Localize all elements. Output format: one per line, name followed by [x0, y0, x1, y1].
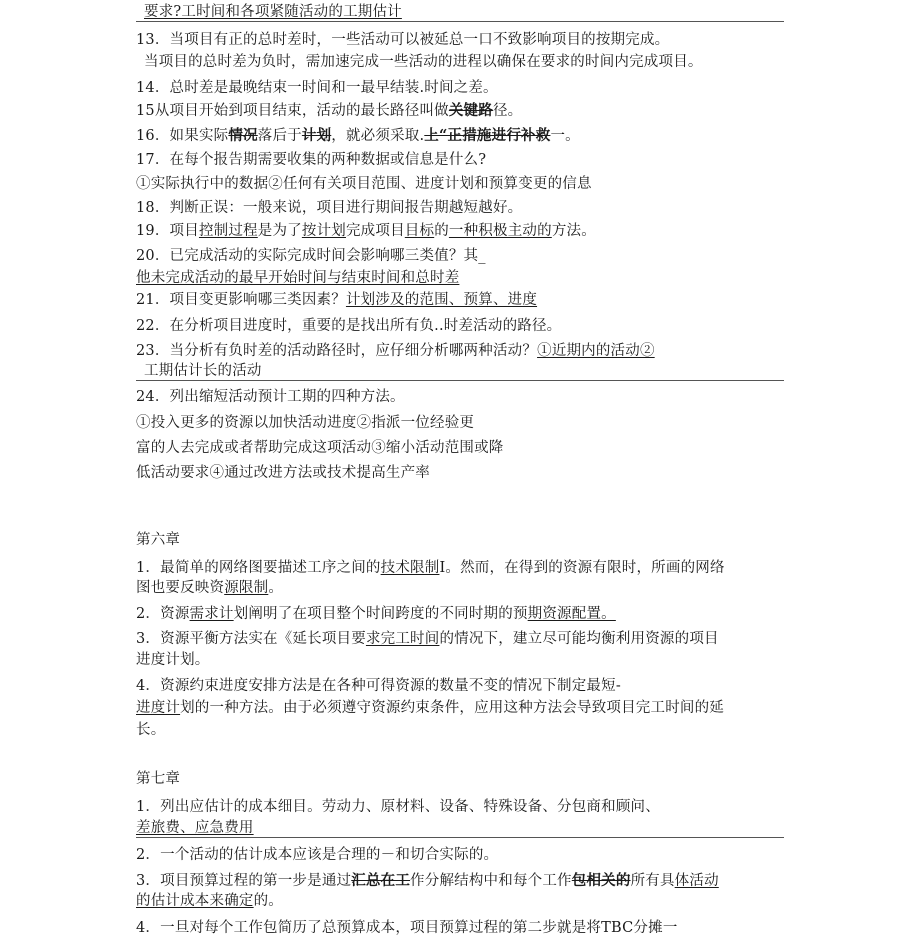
text-line: 长。 — [136, 722, 166, 738]
text-span: 2．资源 — [136, 606, 190, 622]
c6-question-2 — [136, 604, 616, 624]
text-line: 当项目的总时差为负时，需加速完成一些活动的进程以确保在要求的时间内完成项目。 — [144, 54, 703, 70]
underlined-answer: 进度计 — [136, 700, 181, 716]
text-span: 图也要反映资 — [136, 580, 225, 596]
answer-key: 包相关的 — [571, 872, 631, 889]
question-17: 17．在每个报告期需要收集的两种数据或信息是什么? — [136, 152, 487, 168]
answer-23 — [144, 361, 262, 381]
text-span: 是为了 — [257, 223, 302, 239]
answer-key: 上“正措施进行补救 — [424, 127, 551, 144]
text-span: 所有具 — [630, 873, 675, 889]
chapter-7-heading: 第七章 — [136, 771, 181, 787]
text-span: 工期估计长的活动 — [144, 363, 262, 379]
text-line: 进度计划。 — [136, 652, 210, 668]
text-span: 3．资源平衡方法实在《延长项目要 — [136, 631, 366, 647]
text-span: 方法。 — [551, 223, 596, 239]
text-span: 作分解结构中和每个工作 — [410, 873, 572, 889]
text-span: 径。 — [492, 103, 523, 119]
answer-key: 汇总在工 — [351, 872, 411, 889]
underlined-answer: 计划涉及的范围、预算、进度 — [345, 292, 538, 308]
text-span: 23．当分析有负时差的活动路径时，应仔细分析哪两种活动？ — [136, 343, 538, 359]
text-span: 3．项目预算过程的第一步是通过 — [136, 873, 352, 889]
c6-question-3 — [136, 629, 719, 649]
underlined-answer: ①近期内的活动② — [537, 343, 655, 359]
underlined-answer: 的估计成本来确定 — [136, 893, 254, 909]
chapter-6-heading: 第六章 — [136, 532, 181, 548]
text-span: 完成项目 — [345, 223, 405, 239]
underlined-answer: 求完工时间 — [365, 631, 440, 647]
underlined-answer: 控制过程 — [198, 223, 258, 239]
underlined-answer: 他未完成活动的最早开始时间与结束时间和总时差 — [136, 270, 460, 286]
question-15 — [136, 101, 522, 121]
underlined-answer: 技术限制 — [380, 560, 440, 576]
question-16 — [136, 126, 580, 146]
answer-20 — [136, 268, 459, 288]
answer-24-line: 富的人去完成或者帮助完成这项活动③缩小活动范围或降 — [136, 440, 504, 456]
text-span: I。然而，在得到的资源有限时，所画的网络 — [439, 560, 725, 576]
c7-question-1: 1．列出应估计的成本细目。劳动力、原材料、设备、特殊设备、分包商和顾问、 — [136, 799, 660, 815]
underlined-answer: 目标 — [404, 223, 435, 239]
text-span: 的 — [434, 223, 449, 239]
question-14: 14．总时差是最晚结束一时间和一最早结装.时间之差。 — [136, 80, 498, 96]
underlined-answer: 体活动 — [674, 873, 719, 889]
c7-question-4: 4．一旦对每个工作包简历了总预算成本，项目预算过程的第二步就是将TBC分摊一 — [136, 920, 678, 936]
text-span: 的。 — [253, 893, 284, 909]
underlined-answer: 期资源配置。 — [527, 606, 616, 622]
underlined-answer: 源限制 — [224, 580, 269, 596]
c7-question-2: 2．一个活动的估计成本应该是合理的－和切合实际的。 — [136, 847, 499, 863]
answer-24-line: 低活动要求④通过改进方法或技术提高生产率 — [136, 465, 430, 481]
text-span: 落后于 — [257, 128, 302, 144]
c6-question-1 — [136, 558, 725, 578]
c7-question-3 — [136, 871, 719, 891]
text-line — [136, 578, 283, 598]
underlined-answer: 差旅费、应急费用 — [136, 820, 254, 836]
divider — [136, 837, 784, 838]
text-span: 划的一种方法。由于必须遵守资源约束条件，应用这种方法会导致项目完工时间的延 — [180, 700, 725, 716]
text-span: ，就必须采取. — [331, 128, 425, 144]
question-23 — [136, 341, 655, 361]
c6-question-4: 4．资源约束进度安排方法是在各种可得资源的数量不变的情况下制定最短- — [136, 678, 621, 694]
divider — [136, 380, 784, 381]
text-span: 16．如果实际 — [136, 128, 229, 144]
text-span: 1．最简单的网络图要描述工序之间的 — [136, 560, 381, 576]
question-22: 22．在分析项目进度时，重要的是找出所有负..时差活动的路径。 — [136, 318, 562, 334]
underlined-answer: 一种积极主动的 — [448, 223, 552, 239]
underlined-answer: 按计划 — [301, 223, 346, 239]
question-20: 20．已完成活动的实际完成时间会影响哪三类值？其_ — [136, 248, 486, 264]
question-21 — [136, 290, 537, 310]
text-span: 19．项目 — [136, 223, 199, 239]
underlined-answer: 要求?工时间和各项紧随活动的工期估计 — [144, 4, 402, 20]
answer-key: 情况 — [228, 127, 258, 144]
question-24: 24．列出缩短活动预计工期的四种方法。 — [136, 389, 405, 405]
text-line — [144, 2, 402, 22]
question-19 — [136, 221, 596, 241]
c7-answer-1 — [136, 818, 254, 838]
answer-24-line: ①投入更多的资源以加快活动进度②指派一位经验更 — [136, 415, 475, 431]
text-span: 21．项目变更影响哪三类因素？ — [136, 292, 346, 308]
underlined-answer: 需求计 — [189, 606, 234, 622]
question-13: 13．当项目有正的总时差时，一些活动可以被延总一口不致影响项目的按期完成。 — [136, 32, 670, 48]
answer-key: 关键路 — [448, 102, 493, 119]
text-span: 的情况下，建立尽可能均衡利用资源的项目 — [439, 631, 719, 647]
answer-key: 计划 — [301, 127, 332, 144]
text-span: 一。 — [550, 128, 580, 144]
text-span: 。 — [268, 580, 284, 596]
text-line — [136, 698, 724, 718]
text-span: 15从项目开始到项目结束，活动的最长路径叫做 — [136, 103, 449, 119]
text-line — [136, 891, 283, 911]
question-18: 18．判断正误：一般来说，项目进行期间报告期越短越好。 — [136, 200, 523, 216]
text-span: 划阐明了在项目整个时间跨度的不同时期的预 — [233, 606, 528, 622]
divider — [136, 21, 784, 22]
answer-17: ①实际执行中的数据②任何有关项目范围、进度计划和预算变更的信息 — [136, 176, 592, 192]
